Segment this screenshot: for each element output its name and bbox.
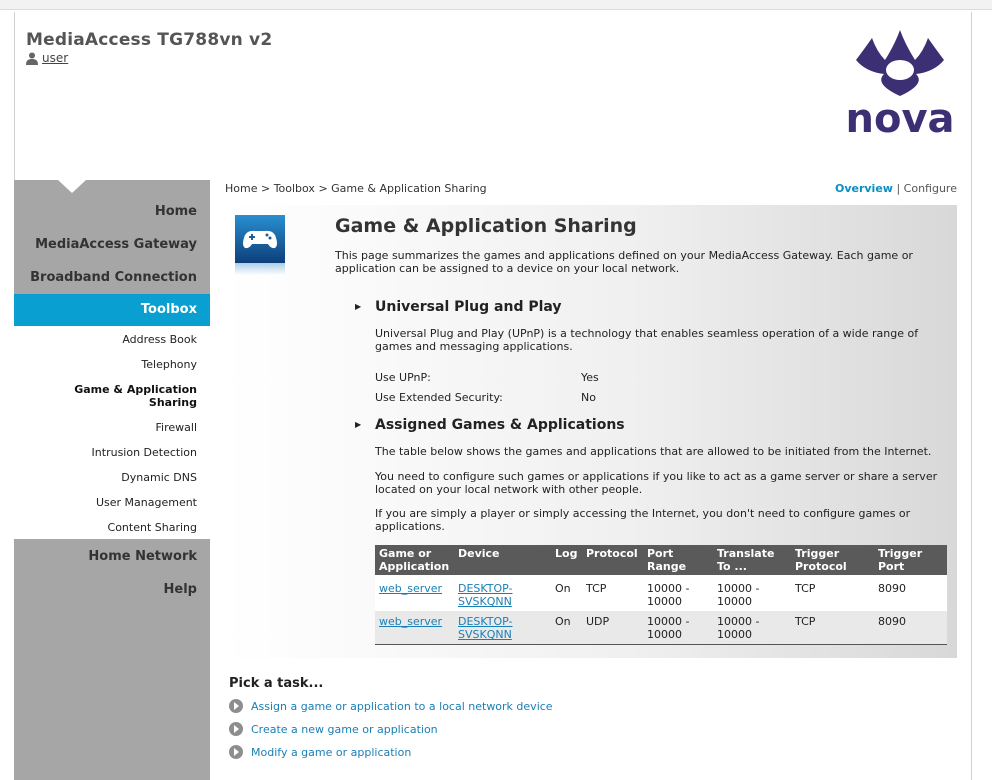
assigned-paragraph-3: If you are simply a player or simply accessing the Internet, you don't need to configure games or applications. (375, 507, 911, 533)
protocol-cell: UDP (582, 611, 643, 645)
col-translate-to: Translate To ... (713, 545, 791, 577)
log-cell: On (551, 611, 582, 645)
nova-logo (840, 30, 960, 140)
user-icon (26, 52, 38, 65)
device-link[interactable]: DESKTOP-SVSKQNN (458, 615, 513, 641)
sidebar-item-toolbox[interactable] (14, 294, 210, 326)
submenu-firewall[interactable]: Firewall (155, 421, 197, 434)
task-assign[interactable] (229, 699, 553, 713)
task-create-link[interactable]: Create a new game or application (251, 722, 438, 736)
task-modify-link[interactable]: Modify a game or application (251, 745, 412, 759)
sidebar-item-broadband-connection[interactable]: Broadband Connection (30, 270, 197, 285)
table-row (375, 577, 947, 612)
toolbox-submenu (14, 326, 210, 539)
user-row (26, 51, 68, 65)
sidebar-notch (58, 180, 86, 193)
upnp-section-title[interactable]: Universal Plug and Play (375, 299, 562, 315)
nova-crown-icon (856, 30, 944, 96)
assigned-paragraph-1: The table below shows the games and applications that are allowed to be initiated from the Internet. (375, 445, 932, 458)
user-link[interactable]: user (42, 51, 69, 65)
protocol-cell: TCP (582, 577, 643, 612)
sidebar-item-home[interactable]: Home (154, 204, 197, 219)
app-link[interactable]: web_server (379, 582, 443, 595)
table-header-row (375, 545, 947, 577)
assigned-section-arrow-icon[interactable]: ▶ (355, 420, 362, 429)
trigger-protocol-cell: TCP (791, 611, 874, 645)
col-trigger-port: Trigger Port (874, 545, 947, 577)
configure-link[interactable]: Configure (903, 182, 957, 195)
trigger-protocol-cell: TCP (791, 577, 874, 612)
assigned-paragraph-2: You need to configure such games or applications if you like to act as a game server or share a server located on your local network with other people. (375, 470, 938, 496)
task-create[interactable] (229, 722, 438, 736)
log-cell: On (551, 577, 582, 612)
trigger-port-cell: 8090 (874, 611, 947, 645)
sidebar-item-home-network[interactable]: Home Network (88, 549, 197, 564)
submenu-telephony[interactable]: Telephony (141, 358, 197, 371)
device-title: MediaAccess TG788vn v2 (26, 30, 273, 50)
device-link[interactable]: DESKTOP-SVSKQNN (458, 582, 513, 608)
upnp-section-arrow-icon[interactable]: ▶ (355, 302, 362, 311)
col-device: Device (454, 545, 551, 577)
task-modify[interactable] (229, 745, 411, 759)
sidebar-item-mediaaccess-gateway[interactable]: MediaAccess Gateway (35, 237, 197, 252)
submenu-intrusion-detection[interactable]: Intrusion Detection (91, 446, 197, 459)
assigned-games-table (375, 545, 947, 645)
table-row (375, 611, 947, 645)
submenu-dynamic-dns[interactable]: Dynamic DNS (121, 471, 197, 484)
sidebar (14, 180, 210, 780)
col-trigger-protocol: Trigger Protocol (791, 545, 874, 577)
task-assign-link[interactable]: Assign a game or application to a local network device (251, 699, 553, 713)
nova-logo-text: nova (845, 96, 955, 140)
content-panel (225, 205, 957, 658)
gamepad-icon (235, 215, 285, 275)
tasks-title: Pick a task... (229, 676, 324, 691)
submenu-user-management[interactable]: User Management (95, 496, 197, 509)
browser-top-strip (0, 0, 992, 10)
col-log: Log (551, 545, 582, 577)
use-upnp-value: Yes (581, 371, 599, 384)
submenu-address-book[interactable]: Address Book (122, 333, 197, 346)
overview-link[interactable]: Overview (834, 182, 893, 195)
col-protocol: Protocol (582, 545, 643, 577)
task-arrow-icon (229, 745, 243, 759)
port-range-cell: 10000 - 10000 (643, 577, 713, 612)
page-intro: This page summarizes the games and applications defined on your MediaAccess Gateway. Each game or application can be assigned to a device on your local network. (335, 249, 913, 275)
view-separator: | (896, 182, 901, 195)
col-game-application: Game or Application (375, 545, 454, 577)
use-upnp-label: Use UPnP: (375, 371, 431, 384)
view-switch (835, 182, 957, 195)
sidebar-item-toolbox-label: Toolbox (140, 302, 197, 317)
trigger-port-cell: 8090 (874, 577, 947, 612)
sidebar-item-help[interactable]: Help (163, 582, 197, 597)
assigned-section-title[interactable]: Assigned Games & Applications (375, 417, 625, 433)
extended-security-value: No (581, 391, 596, 404)
port-range-cell: 10000 - 10000 (643, 611, 713, 645)
task-arrow-icon (229, 699, 243, 713)
translate-cell: 10000 - 10000 (713, 611, 791, 645)
submenu-game-application-sharing[interactable]: Game & Application Sharing (74, 383, 197, 409)
submenu-content-sharing[interactable]: Content Sharing (107, 521, 197, 534)
upnp-description: Universal Plug and Play (UPnP) is a technology that enables seamless operation of a wide range of games and messaging applications. (375, 327, 919, 353)
page-title: Game & Application Sharing (335, 215, 637, 237)
translate-cell: 10000 - 10000 (713, 577, 791, 612)
breadcrumb: Home > Toolbox > Game & Application Sharing (225, 182, 487, 195)
task-arrow-icon (229, 722, 243, 736)
app-link[interactable]: web_server (379, 615, 443, 628)
col-port-range: Port Range (643, 545, 713, 577)
extended-security-label: Use Extended Security: (375, 391, 503, 404)
